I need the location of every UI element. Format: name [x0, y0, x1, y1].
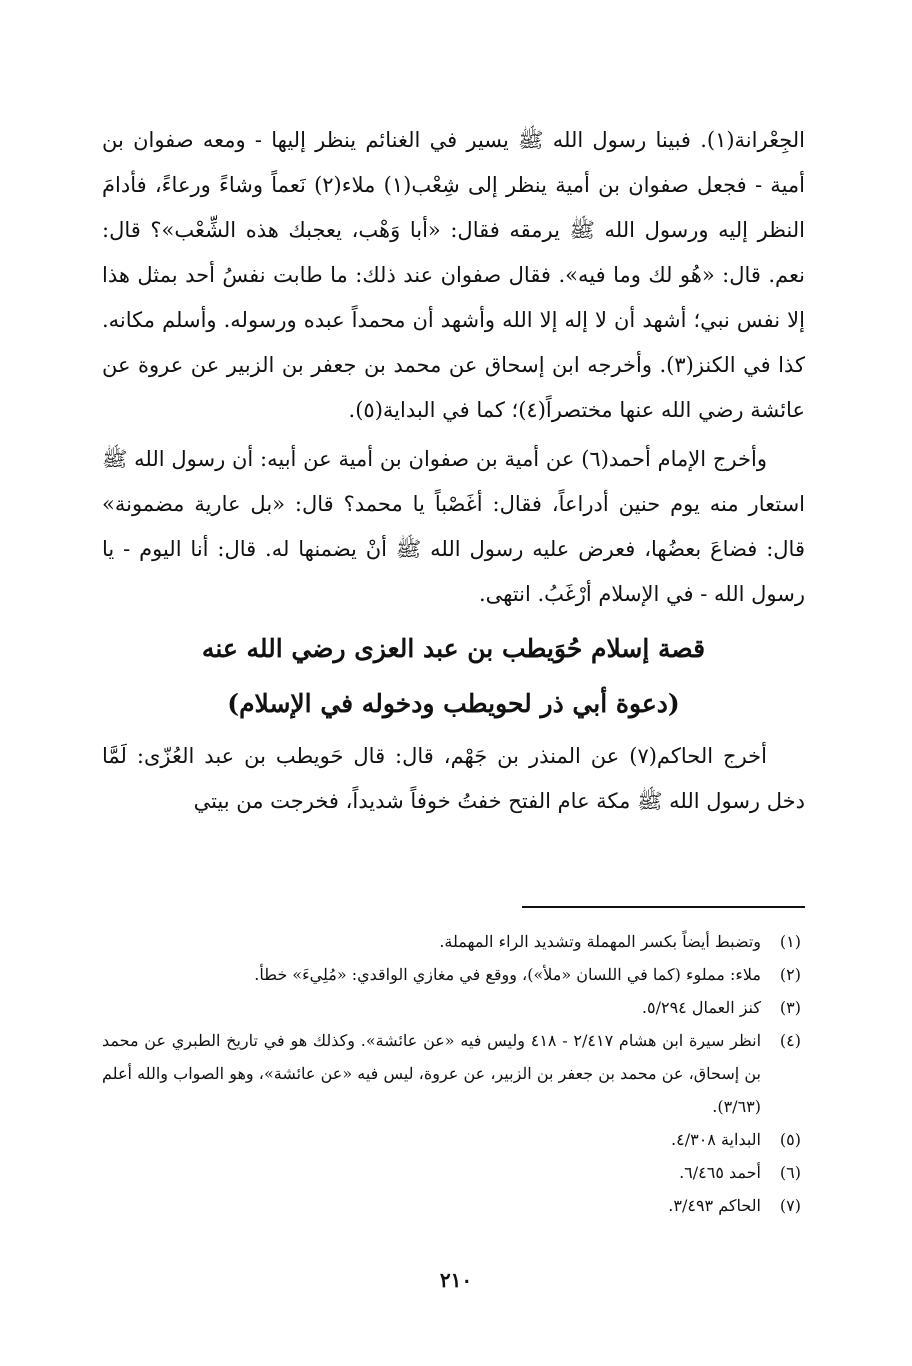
footnote-divider: [522, 906, 805, 908]
footnote: [102, 1156, 805, 1189]
footnote-number: (١): [779, 932, 801, 951]
footnote-number: (٤): [779, 1031, 801, 1050]
footnote-text: كنز العمال ٥/٢٩٤.: [641, 998, 761, 1017]
footnote-number: (٢): [779, 965, 801, 984]
footnote: [102, 958, 805, 991]
section-heading: قصة إسلام حُوَيطب بن عبد العزى رضي الله عنه: [201, 634, 706, 663]
footnote-text: وتضبط أيضاً بكسر المهملة وتشديد الراء المهملة.: [439, 932, 761, 951]
footnotes: [102, 925, 805, 1222]
paragraph-2: وأخرج الإمام أحمد(٦) عن أمية بن صفوان بن أمية عن أبيه: أن رسول الله ﷺ استعار منه يوم حنين أدراعاً، فقال: أغَصْباً يا محمد؟ قال: «بل عارية مضمونة» قال: فضاعَ بعضُها، فعرض عليه رسول الله ﷺ أنْ يضمنها له. قال: أنا اليوم - يا رسول الله - في الإسلام أرْغَبُ. انتهى.: [102, 447, 805, 606]
main-text: [102, 118, 805, 824]
footnote-number: (٦): [779, 1163, 801, 1182]
footnote-text: الحاكم ٣/٤٩٣.: [668, 1196, 761, 1215]
footnote-text: البداية ٤/٣٠٨.: [671, 1130, 761, 1149]
footnote: [102, 925, 805, 958]
footnote: [102, 991, 805, 1024]
footnote-number: (٣): [779, 998, 801, 1017]
footnote: [102, 1123, 805, 1156]
page-number: ٢١٠: [439, 1268, 473, 1292]
footnote-text: أحمد ٦/٤٦٥.: [679, 1163, 761, 1182]
paragraph-1: الجِعْرانة(١). فبينا رسول الله ﷺ يسير في الغنائم ينظر إليها - ومعه صفوان بن أمية - فجعل صفوان بن أمية ينظر إلى شِعْب(١) ملاء(٢) نَعماً وشاءً ورعاءً، فأدامَ النظر إليه ورسول الله ﷺ يرمقه فقال: «أبا وَهْب، يعجبك هذه الشِّعْب»؟ قال: نعم. قال: «هُو لك وما فيه». فقال صفوان عند ذلك: ما طابت نفسُ أحد بمثل هذا إلا نفس نبي؛ أشهد أن لا إله إلا الله وأشهد أن محمداً عبده ورسوله. وأسلم مكانه. كذا في الكنز(٣). وأخرجه ابن إسحاق عن محمد بن جعفر بن الزبير عن عروة عن عائشة رضي الله عنها مختصراً(٤)؛ كما في البداية(٥).: [102, 128, 805, 422]
section-subheading: (دعوة أبي ذر لحويطب ودخوله في الإسلام): [227, 689, 680, 718]
footnote-number: (٥): [779, 1130, 801, 1149]
footnote-text: انظر سيرة ابن هشام ٢/٤١٧ - ٤١٨ وليس فيه «عن عائشة». وكذلك هو في تاريخ الطبري عن محمد بن إسحاق، عن محمد بن جعفر بن الزبير، عن عروة، ليس فيه «عن عائشة»، وهو الصواب والله أعلم (٣/٦٣).: [102, 1031, 762, 1116]
paragraph-3: أخرج الحاكم(٧) عن المنذر بن جَهْم، قال: قال حَويطب بن عبد العُزّى: لَمَّا دخل رسول الله ﷺ مكة عام الفتح خفتُ خوفاً شديداً، فخرجت من بيتي: [102, 744, 805, 813]
footnote-text: ملاء: مملوء (كما في اللسان «ملأ»)، ووقع في مغازي الواقدي: «مُلِيءَ» خطأ.: [254, 965, 761, 984]
footnote: [102, 1024, 805, 1123]
footnote: [102, 1189, 805, 1222]
footnote-number: (٧): [779, 1196, 801, 1215]
